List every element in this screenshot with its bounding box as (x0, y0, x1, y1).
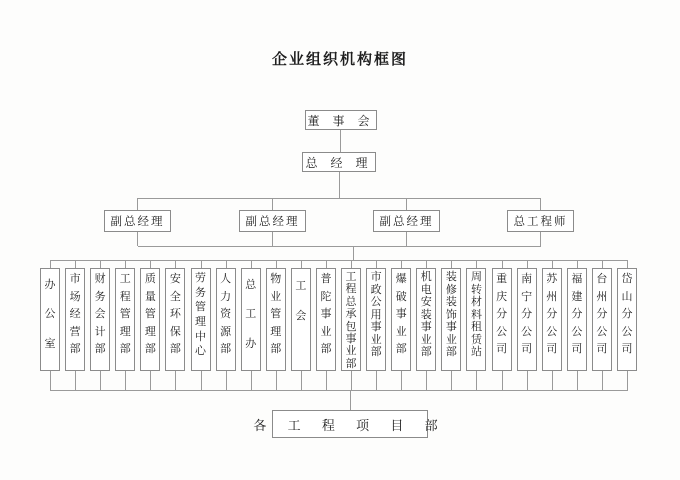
department-column (517, 260, 537, 390)
org-box-department: 爆破事业部 (391, 268, 411, 371)
executive-column (104, 198, 171, 246)
org-box-department: 重庆分公司 (492, 268, 512, 371)
connector-line (251, 260, 252, 268)
executive-column (507, 198, 574, 246)
connector-line (276, 260, 277, 268)
connector-line (272, 198, 273, 210)
department-column (391, 260, 411, 390)
department-column (341, 260, 361, 390)
connector-line (527, 260, 528, 268)
connector-line (175, 260, 176, 268)
connector-line (426, 371, 427, 390)
department-column (165, 260, 185, 390)
org-box-executive: 总工程师 (507, 210, 574, 232)
connector-line (75, 260, 76, 268)
department-column (466, 260, 486, 390)
org-box-department: 劳务管理中心 (191, 268, 211, 371)
connector-line (351, 371, 352, 390)
org-box-department: 质量管理部 (140, 268, 160, 371)
connector-line (125, 260, 126, 268)
department-column (115, 260, 135, 390)
department-column (90, 260, 110, 390)
org-box-department: 工会 (291, 268, 311, 371)
connector-line (577, 260, 578, 268)
connector-line (100, 371, 101, 390)
connector-line (351, 260, 352, 268)
connector-line (150, 260, 151, 268)
connector-line (540, 232, 541, 246)
connector-line (401, 260, 402, 268)
org-box-department: 市政公用事业部 (366, 268, 386, 371)
department-column (617, 260, 637, 390)
connector-line (50, 260, 51, 268)
connector-line (301, 260, 302, 268)
connector-line (75, 371, 76, 390)
connector-line (125, 371, 126, 390)
connector-line (406, 232, 407, 246)
department-column (216, 260, 236, 390)
connector-line (138, 246, 541, 247)
connector-line (552, 260, 553, 268)
connector-line (451, 260, 452, 268)
department-column (592, 260, 612, 390)
department-column (140, 260, 160, 390)
connector-line (301, 371, 302, 390)
connector-line (272, 232, 273, 246)
connector-line (476, 371, 477, 390)
connector-line (50, 390, 628, 391)
connector-line (406, 198, 407, 210)
connector-line (353, 246, 354, 260)
connector-line (326, 260, 327, 268)
connector-line (226, 260, 227, 268)
connector-line (552, 371, 553, 390)
connector-line (502, 371, 503, 390)
org-box-executive: 副总经理 (104, 210, 171, 232)
org-box-department: 装修装饰事业部 (441, 268, 461, 371)
department-column (40, 260, 60, 390)
department-column (191, 260, 211, 390)
connector-line (350, 390, 351, 410)
department-column (65, 260, 85, 390)
connector-line (602, 260, 603, 268)
connector-line (376, 260, 377, 268)
connector-line (451, 371, 452, 390)
department-column (492, 260, 512, 390)
org-box-department: 台州分公司 (592, 268, 612, 371)
executive-column (239, 198, 306, 246)
org-box-executive: 副总经理 (239, 210, 306, 232)
org-box-department: 物业管理部 (266, 268, 286, 371)
connector-line (339, 172, 340, 198)
connector-line (401, 371, 402, 390)
department-column (291, 260, 311, 390)
connector-line (326, 371, 327, 390)
org-box-department: 人力资源部 (216, 268, 236, 371)
connector-line (137, 232, 138, 246)
org-box-department: 安全环保部 (165, 268, 185, 371)
org-box-department: 工程总承包事业部 (341, 268, 361, 371)
org-box-department: 普陀事业部 (316, 268, 336, 371)
department-column (542, 260, 562, 390)
connector-line (540, 198, 541, 210)
department-column (416, 260, 436, 390)
org-box-department: 工程管理部 (115, 268, 135, 371)
org-box-general-manager: 总 经 理 (302, 152, 376, 172)
org-box-executive: 副总经理 (373, 210, 440, 232)
connector-line (137, 198, 138, 210)
org-box-department: 南宁分公司 (517, 268, 537, 371)
connector-line (577, 371, 578, 390)
executive-column (373, 198, 440, 246)
connector-line (627, 260, 628, 268)
connector-line (226, 371, 227, 390)
org-box-board: 董 事 会 (305, 110, 377, 130)
org-box-department: 苏州分公司 (542, 268, 562, 371)
connector-line (201, 260, 202, 268)
connector-line (376, 371, 377, 390)
connector-line (476, 260, 477, 268)
org-box-department: 市场经营部 (65, 268, 85, 371)
connector-line (100, 260, 101, 268)
org-box-department: 财务会计部 (90, 268, 110, 371)
department-column (266, 260, 286, 390)
department-column (316, 260, 336, 390)
connector-line (251, 371, 252, 390)
connector-line (426, 260, 427, 268)
department-row (40, 260, 648, 390)
department-column (241, 260, 261, 390)
connector-line (340, 130, 341, 152)
connector-line (50, 371, 51, 390)
org-box-project-departments: 各 工 程 项 目 部 (272, 410, 428, 438)
department-column (441, 260, 461, 390)
org-box-department: 办公室 (40, 268, 60, 371)
connector-line (627, 371, 628, 390)
org-box-department: 周转材料租赁站 (466, 268, 486, 371)
connector-line (201, 371, 202, 390)
connector-line (276, 371, 277, 390)
chart-title: 企业组织机构框图 (271, 52, 408, 68)
org-box-department: 岱山分公司 (617, 268, 637, 371)
department-column (567, 260, 587, 390)
org-box-department: 机电安装事业部 (416, 268, 436, 371)
org-box-department: 总工办 (241, 268, 261, 371)
department-column (366, 260, 386, 390)
connector-line (502, 260, 503, 268)
connector-line (527, 371, 528, 390)
connector-line (175, 371, 176, 390)
connector-line (602, 371, 603, 390)
executive-row (104, 198, 574, 246)
connector-line (150, 371, 151, 390)
org-box-department: 福建分公司 (567, 268, 587, 371)
